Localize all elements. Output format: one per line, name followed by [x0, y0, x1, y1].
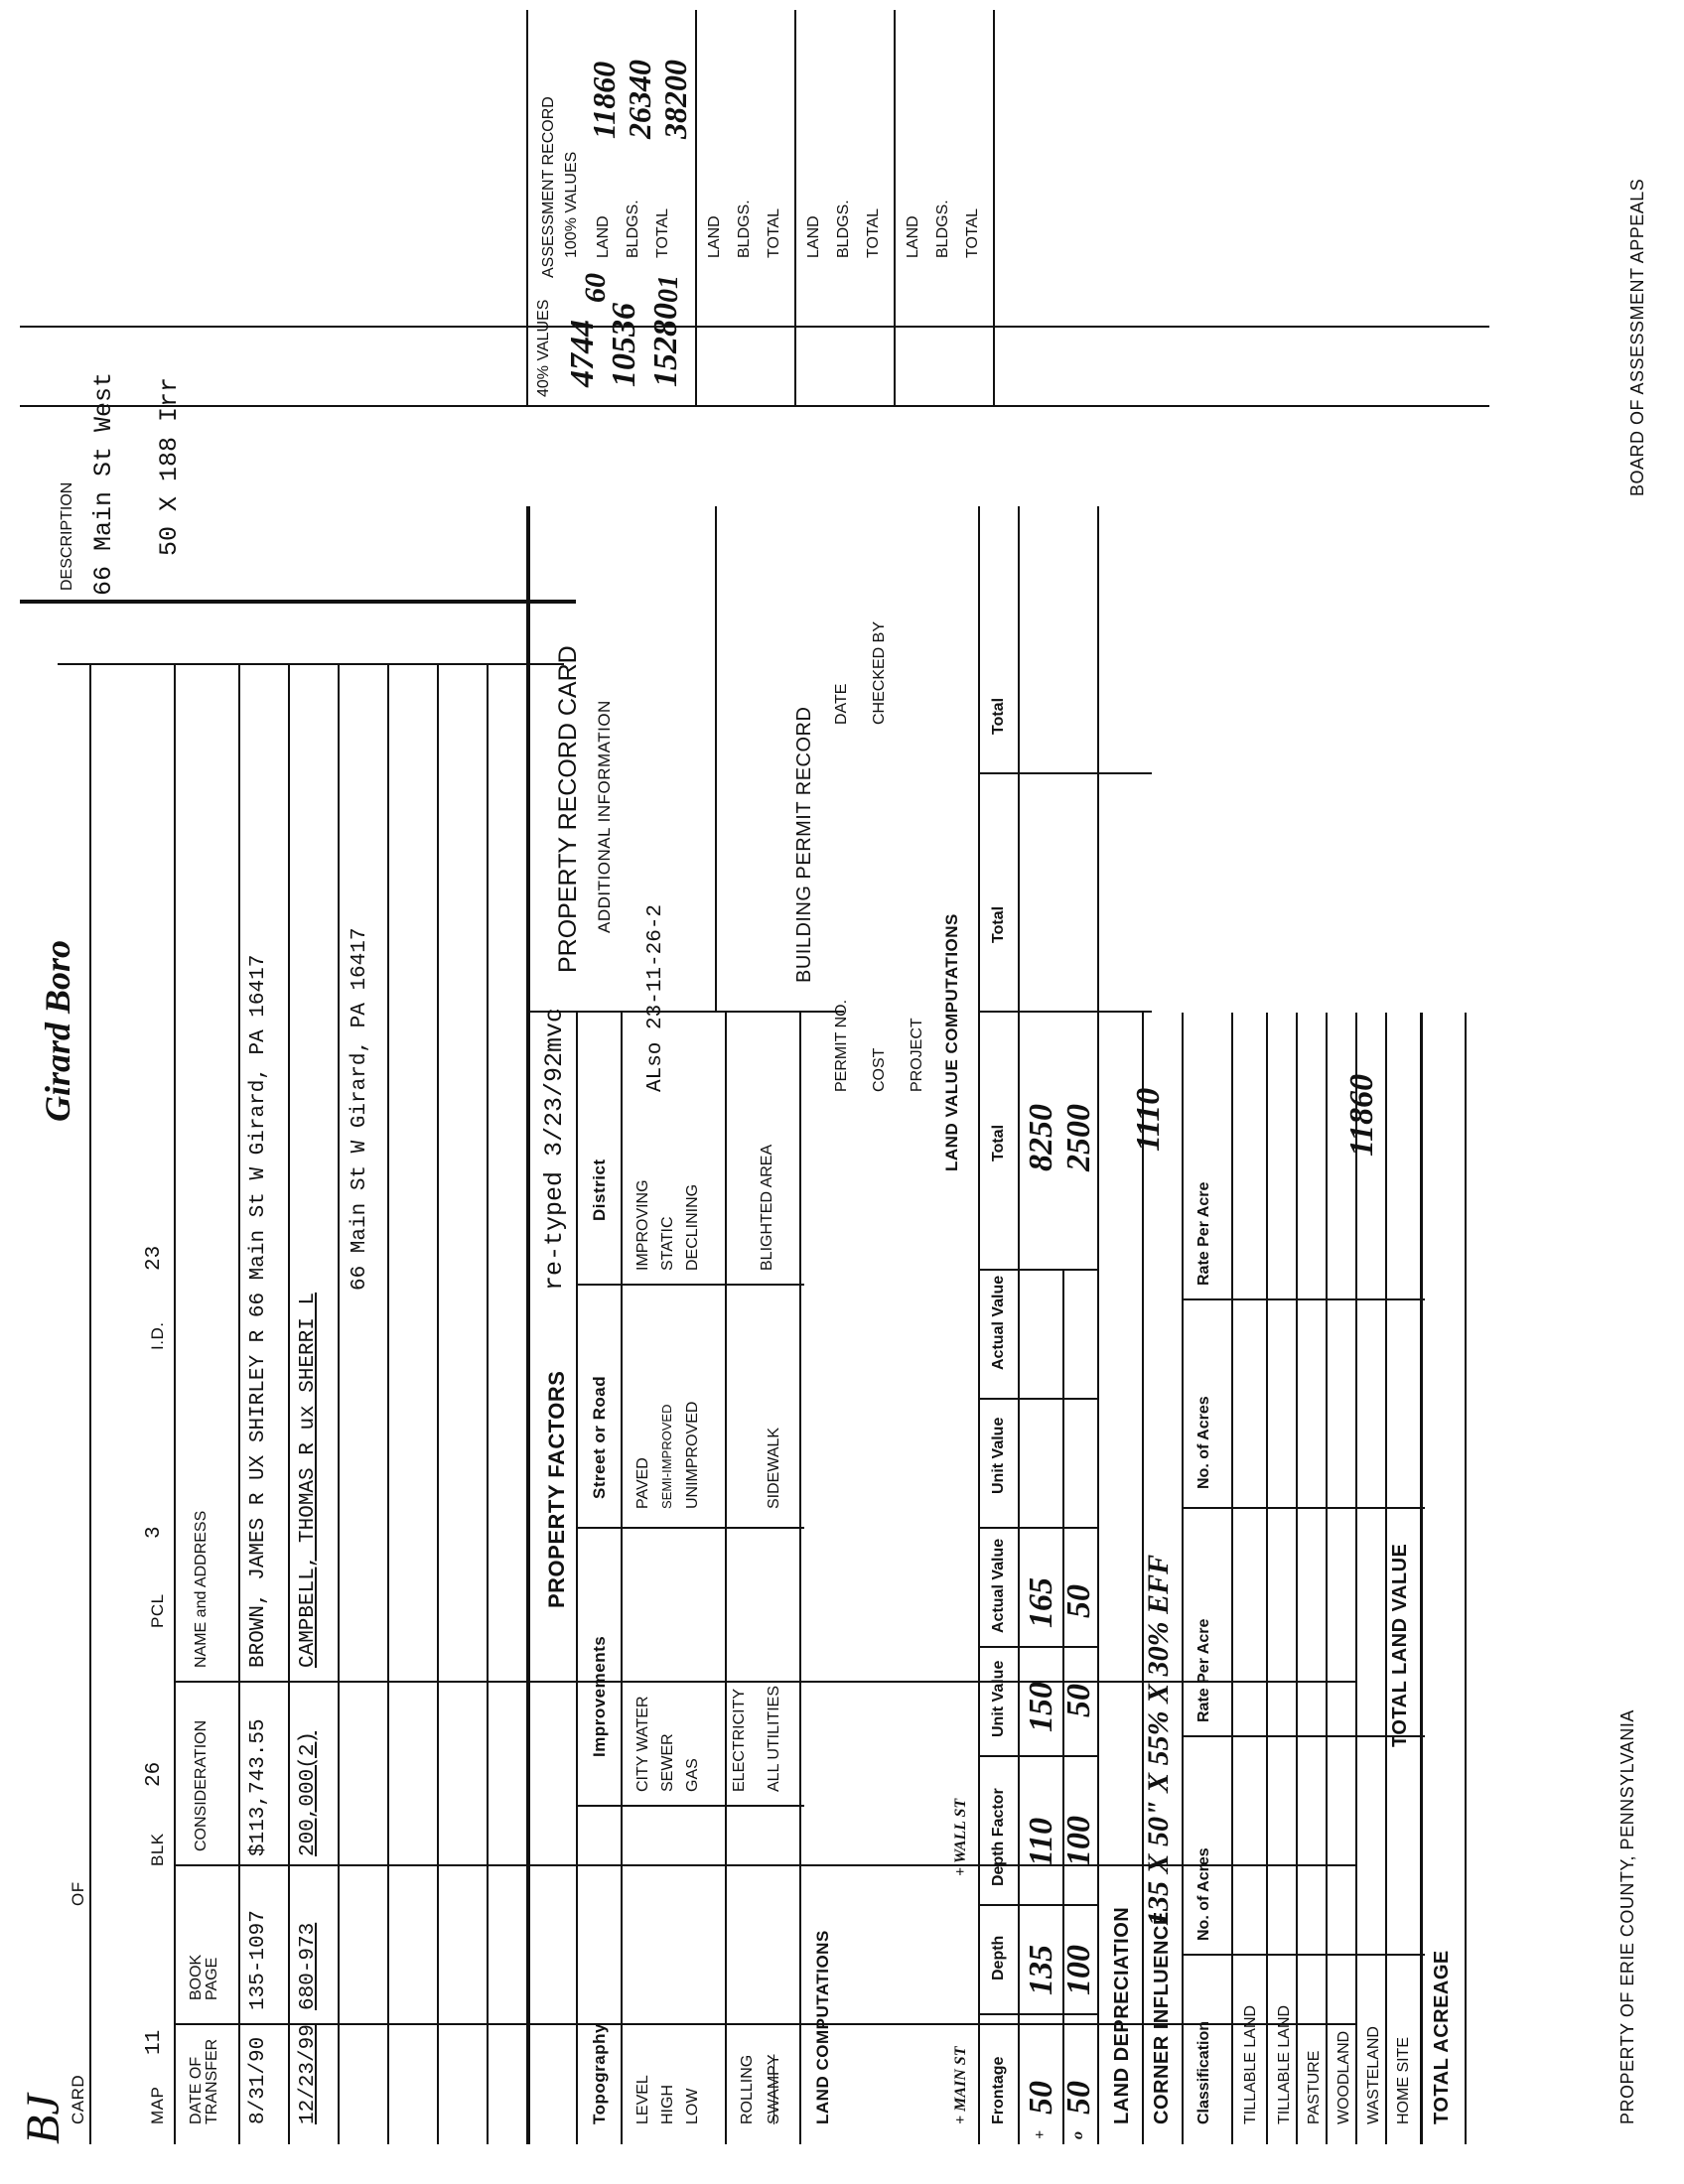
description-label: DESCRIPTION	[59, 481, 75, 591]
footer-erie-county: PROPERTY OF ERIE COUNTY, PENNSYLVANIA	[1617, 1709, 1637, 2124]
transfer-date-2: 12/23/99	[297, 2024, 320, 2124]
assessment-block4-total: TOTAL	[964, 207, 981, 258]
impr-electricity: ELECTRICITY	[731, 1688, 748, 1792]
transfer-name-2: CAMPBELL, THOMAS R ux SHERRI L	[297, 1292, 320, 1668]
blk-label: BLK	[148, 1833, 167, 1866]
lc-row1-factor: 110	[1023, 1817, 1059, 1866]
assessment-subtitle: 100% VALUES	[563, 151, 580, 258]
assessment-block3-bldgs: BLDGS.	[835, 200, 852, 258]
transfer-address-2: 66 Main St W Girard, PA 16417	[349, 927, 371, 1291]
transfer-book-2: 680-973	[297, 1922, 320, 2010]
total-acreage-label: TOTAL ACREAGE	[1431, 1950, 1453, 2124]
lc-row2-depth: 100	[1060, 1945, 1097, 1995]
assessment-land: 11860	[586, 61, 622, 139]
property-factors-title: PROPERTY FACTORS	[544, 1370, 569, 1608]
total-land-value: 11860	[1343, 1073, 1380, 1157]
acre-header-acres1: No. of Acres	[1195, 1847, 1212, 1941]
also-parcel: ALso 23-11-26-2	[644, 903, 667, 1092]
form-title: Girard Boro	[38, 939, 77, 1122]
assessment-block2-bldgs: BLDGS.	[736, 200, 753, 258]
values40-bldgs: 10536	[606, 303, 642, 387]
pcl-label: PCL	[148, 1593, 167, 1628]
lc-header-total1: Total	[990, 1124, 1007, 1161]
district-declining: DECLINING	[684, 1183, 701, 1271]
assessment-block4-bldgs: BLDGS.	[934, 200, 951, 258]
factor-header-street: Street or Road	[590, 1375, 609, 1499]
lc-row1-total: 8250	[1023, 1104, 1059, 1171]
description-line1: 66 Main St West	[89, 371, 118, 596]
assessment-title: ASSESSMENT RECORD	[540, 96, 557, 278]
lc-row2-unit: 50	[1060, 1684, 1097, 1717]
assessment-block3-total: TOTAL	[865, 207, 882, 258]
acre-header-rate2: Rate Per Acre	[1195, 1181, 1212, 1286]
transfer-header-consideration: CONSIDERATION	[193, 1719, 210, 1851]
assessment-label-bldgs: BLDGS.	[625, 200, 641, 258]
lc-row2-mark: o	[1069, 2131, 1086, 2139]
of-label: OF	[69, 1881, 87, 1906]
values40-total: 15280	[647, 303, 684, 387]
permit-project-label: PROJECT	[909, 1018, 925, 1092]
corner-influence-value: 1110	[1130, 1087, 1167, 1152]
assessment-total: 38200	[657, 60, 693, 139]
id-value: 23	[143, 1245, 166, 1271]
values40-annot1: 60	[579, 273, 612, 303]
lc-header-factor: Depth Factor	[990, 1788, 1007, 1886]
lc-header-depth: Depth	[990, 1935, 1007, 1980]
transfer-book-1: 135-1097	[247, 1910, 270, 2010]
record-card-title: PROPERTY RECORD CARD	[554, 645, 582, 973]
lc-header-unit2: Unit Value	[990, 1417, 1007, 1494]
corner-influence-label: CORNER INFLUENCE	[1151, 1911, 1173, 2124]
assessment-bldgs: 26340	[622, 60, 657, 139]
lc-row1-frontage: 50	[1023, 2081, 1059, 2115]
transfer-consideration-1: $113,743.55	[247, 1718, 270, 1856]
acre-class-woodland: WOODLAND	[1335, 2030, 1352, 2124]
district-improving: IMPROVING	[634, 1179, 651, 1271]
district-static: STATIC	[659, 1216, 676, 1271]
lc-row2-actual: 50	[1060, 1584, 1097, 1618]
lc-header-unit: Unit Value	[990, 1660, 1007, 1737]
impr-city-water: CITY WATER	[634, 1696, 651, 1792]
lc-row2-frontage: 50	[1060, 2081, 1097, 2115]
lc-row1-mark: +	[1032, 2129, 1049, 2139]
pcl-value: 3	[143, 1526, 166, 1539]
map-label: MAP	[148, 2086, 167, 2124]
lc-header-total2: Total	[990, 905, 1007, 943]
lc-row1-depth: 135	[1023, 1945, 1059, 1995]
factor-header-improvements: Improvements	[590, 1635, 609, 1757]
impr-gas: GAS	[684, 1758, 701, 1792]
transfer-name-1: BROWN, JAMES R UX SHIRLEY R 66 Main St W Girard, PA 16417	[247, 954, 270, 1668]
land-depreciation-label: LAND DEPRECIATION	[1111, 1906, 1133, 2124]
transfer-date-1: 8/31/90	[247, 2036, 270, 2124]
street-semi-improved: SEMI-IMPROVED	[659, 1404, 674, 1509]
street-paved: PAVED	[634, 1457, 651, 1509]
impr-all-utilities: ALL UTILITIES	[766, 1686, 782, 1792]
permit-checked-label: CHECKED BY	[871, 620, 888, 725]
factor-header-district: District	[590, 1159, 609, 1221]
values40-label: 40% VALUES	[535, 299, 552, 397]
permit-cost-label: COST	[871, 1047, 888, 1092]
corner-mark: BJ	[17, 2094, 70, 2144]
lc-row2-total: 2500	[1060, 1104, 1097, 1171]
transfer-header-book: BOOK PAGE	[188, 1954, 220, 2000]
main-st-note: + MAIN ST	[952, 2046, 969, 2124]
impr-sewer: SEWER	[659, 1733, 676, 1792]
lc-header-actual2: Actual Value	[990, 1275, 1007, 1370]
lc-header-total3: Total	[990, 697, 1007, 735]
total-land-value-label: TOTAL LAND VALUE	[1389, 1543, 1411, 1747]
lc-header-frontage: Frontage	[990, 2056, 1007, 2124]
description-line2: 50 X 188 Irr	[155, 376, 184, 556]
transfer-header-name: NAME and ADDRESS	[193, 1510, 210, 1668]
permit-title: BUILDING PERMIT RECORD	[793, 706, 815, 983]
street-sidewalk: SIDEWALK	[766, 1427, 782, 1509]
retyped-note: re-typed 3/23/92mvc	[540, 1007, 569, 1291]
topo-level: LEVEL	[634, 2075, 651, 2124]
assessment-label-total: TOTAL	[654, 207, 671, 258]
assessment-block3-land: LAND	[805, 215, 822, 258]
additional-info-label: ADDITIONAL INFORMATION	[595, 700, 614, 933]
transfer-header-date: DATE OF TRANSFER	[188, 2038, 220, 2124]
lc-row2-factor: 100	[1060, 1816, 1097, 1866]
blk-value: 26	[143, 1761, 166, 1787]
acre-class-pasture: PASTURE	[1306, 2050, 1323, 2124]
factor-header-topography: Topography	[590, 2023, 609, 2124]
lc-row1-unit: 150	[1023, 1682, 1059, 1732]
corner-influence-formula: 135 X 50" X 55% X 30% EFF	[1142, 1554, 1175, 1926]
street-unimproved: UNIMPROVED	[684, 1401, 701, 1509]
permit-date-label: DATE	[833, 683, 850, 725]
assessment-label-land: LAND	[595, 215, 612, 258]
transfer-consideration-2: 200,000(2)	[297, 1730, 320, 1856]
acre-class-tillable-1: TILLABLE LAND	[1242, 2004, 1259, 2124]
assessment-block4-land: LAND	[905, 215, 921, 258]
footer-board-appeals: BOARD OF ASSESSMENT APPEALS	[1627, 178, 1647, 496]
topo-swampy: SWAMPY	[766, 2054, 782, 2124]
topo-low: LOW	[684, 2088, 701, 2124]
district-blighted: BLIGHTED AREA	[759, 1144, 775, 1271]
assessment-block2-total: TOTAL	[766, 207, 782, 258]
map-value: 11	[143, 2029, 166, 2055]
acre-class-tillable-2: TILLABLE LAND	[1276, 2004, 1293, 2124]
lc-row1-actual: 165	[1023, 1577, 1059, 1628]
land-value-comp-title: LAND VALUE COMPUTATIONS	[942, 913, 961, 1171]
assessment-block2-land: LAND	[706, 215, 723, 258]
acre-class-home-site: HOME SITE	[1395, 2036, 1412, 2124]
card-label: CARD	[69, 2074, 87, 2124]
acre-class-wasteland: WASTELAND	[1365, 2026, 1382, 2124]
id-label: I.D.	[148, 1321, 167, 1350]
acre-header-class: Classification	[1195, 2020, 1212, 2124]
permit-no-label: PERMIT NO.	[833, 999, 850, 1092]
topo-rolling: ROLLING	[739, 2054, 756, 2124]
topo-high: HIGH	[659, 2085, 676, 2124]
acre-header-rate1: Rate Per Acre	[1195, 1618, 1212, 1722]
land-comp-title: LAND COMPUTATIONS	[813, 1930, 832, 2124]
values40-annot2: 01	[653, 275, 684, 303]
wall-st-note: + WALL ST	[952, 1798, 969, 1876]
values40-land: 4744	[564, 320, 601, 387]
acre-header-acres2: No. of Acres	[1195, 1396, 1212, 1489]
lc-header-actual: Actual Value	[990, 1538, 1007, 1633]
